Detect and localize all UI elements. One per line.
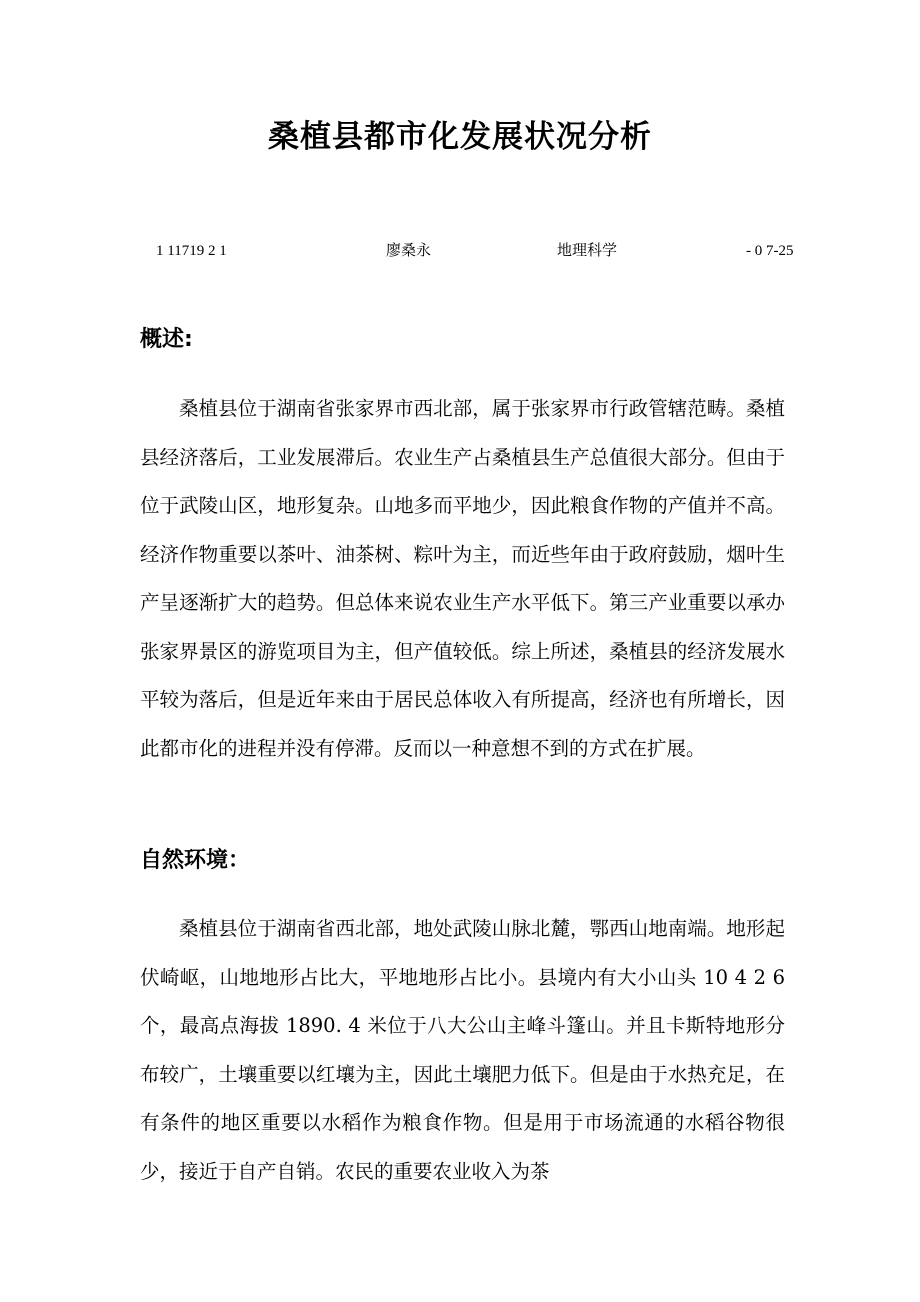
document-title: 桑植县都市化发展状况分析: [268, 119, 652, 155]
author-name: 廖桑永: [386, 243, 432, 259]
section-heading-natural-environment: 自然环境：: [140, 848, 251, 873]
section-paragraph-natural-environment: 桑植县位于湖南省西北部，地处武陵山脉北麓，鄂西山地南端。地形起伏崎岖，山地地形占比大，平地地形占比小。县境内有大小山头 10 4 2 6 个，最高点海拔 1890. 4 米位于八大公山主峰斗篷山。并且卡斯特地形分布较广，土壤重要以红壤为主，因此土壤肥力低下。但是由于水热充足，在有条件的地区重要以水稻作为粮食作物。但是用于市场流通的水稻谷物很少，接近于自产自销。农民的重要农业收入为茶: [140, 917, 785, 1183]
student-id: 1 11719 2 1: [156, 243, 227, 259]
section-paragraph-overview: 桑植县位于湖南省张家界市西北部，属于张家界市行政管辖范畴。桑植县经济落后，工业发展滞后。农业生产占桑植县生产总值很大部分。但由于位于武陵山区，地形复杂。山地多而平地少，因此粮食作物的产值并不高。经济作物重要以茶叶、油茶树、粽叶为主，而近些年由于政府鼓励，烟叶生产呈逐渐扩大的趋势。但总体来说农业生产水平低下。第三产业重要以承办张家界景区的游览项目为主，但产值较低。综上所述，桑植县的经济发展水平较为落后，但是近年来由于居民总体收入有所提高，经济也有所增长，因此都市化的进程并没有停滞。反而以一种意想不到的方式在扩展。: [140, 397, 785, 760]
document-date: - 0 7-25: [746, 243, 794, 259]
section-heading-overview: 概述:: [140, 327, 193, 352]
major-name: 地理科学: [557, 243, 618, 259]
